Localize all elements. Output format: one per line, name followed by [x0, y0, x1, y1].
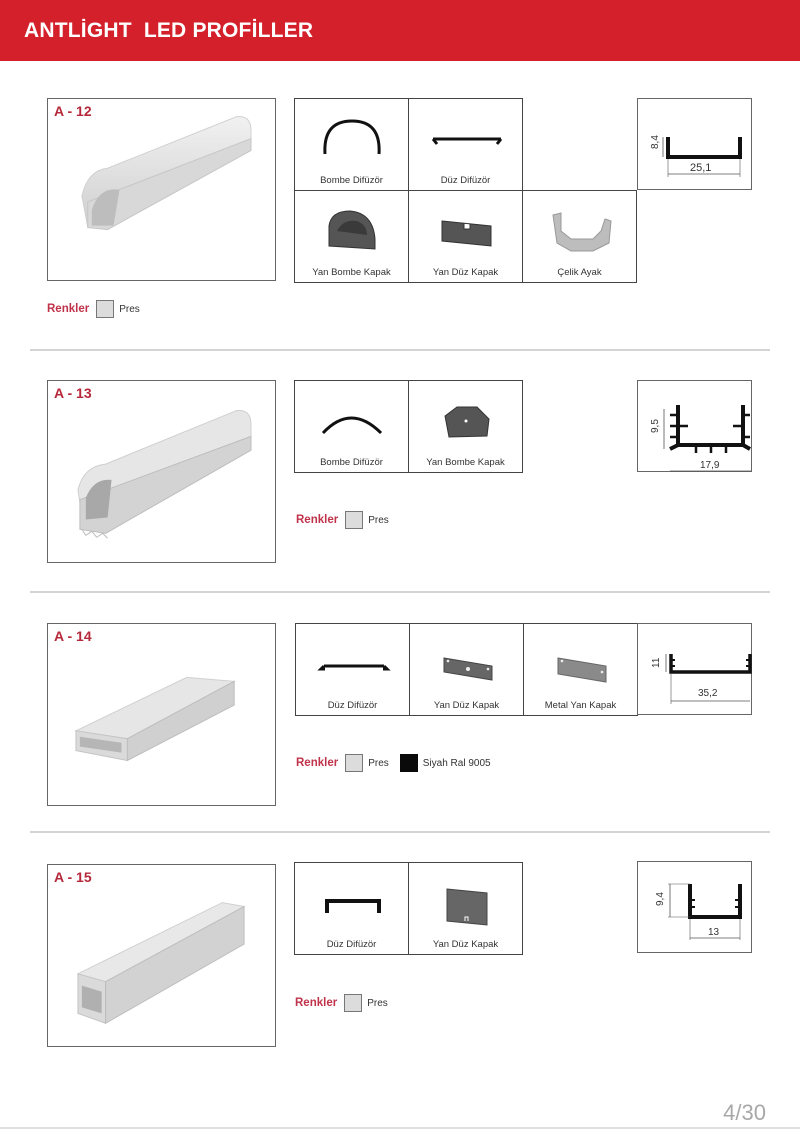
color-swatch-pres — [96, 300, 114, 318]
accessory-bombe-difuzor: Bombe Difüzör — [294, 380, 409, 473]
svg-text:35,2: 35,2 — [698, 688, 718, 699]
colors-label: Renkler — [296, 757, 339, 769]
dimension-drawing-a15 — [637, 861, 752, 953]
accessory-metal-yan-kapak: Metal Yan Kapak — [523, 623, 638, 716]
color-swatch-pres — [345, 754, 363, 772]
color-name: Siyah Ral 9005 — [422, 757, 491, 769]
colors-label: Renkler — [47, 303, 90, 315]
product-code: A - 13 — [54, 385, 92, 401]
svg-text:9,4: 9,4 — [655, 892, 666, 906]
accessory-yan-duz-kapak: Yan Düz Kapak — [408, 862, 523, 955]
accessory-duz-difuzor: Düz Difüzör — [294, 862, 409, 955]
accessory-yan-duz-kapak: Yan Düz Kapak — [408, 190, 523, 283]
color-name: Pres — [368, 757, 389, 769]
profile-render-icon — [48, 99, 275, 280]
svg-text:13: 13 — [708, 927, 720, 938]
colors-row-a14 — [296, 754, 497, 772]
dimension-drawing-a14 — [637, 623, 752, 715]
accessory-yan-duz-kapak: Yan Düz Kapak — [409, 623, 524, 716]
cross-section-diagram-icon — [638, 862, 753, 954]
svg-text:8,4: 8,4 — [650, 135, 661, 149]
section-divider — [30, 591, 770, 593]
accessory-celik-ayak: Çelik Ayak — [522, 190, 637, 283]
profile-render-icon — [48, 381, 275, 562]
cross-section-diagram-icon — [638, 624, 753, 716]
header-banner — [0, 0, 800, 61]
colors-row-a15 — [295, 994, 394, 1012]
color-swatch-pres — [345, 511, 363, 529]
color-name: Pres — [119, 303, 140, 315]
page-title: ANTLİGHT LED PROFİLLER — [24, 19, 314, 42]
accessory-bombe-difuzor: Bombe Difüzör — [294, 98, 409, 191]
colors-label: Renkler — [295, 997, 338, 1009]
accessory-yan-bombe-kapak: Yan Bombe Kapak — [408, 380, 523, 473]
colors-row-a12 — [47, 300, 146, 318]
svg-text:9,5: 9,5 — [650, 419, 661, 433]
cross-section-diagram-icon — [638, 99, 753, 191]
section-divider — [30, 831, 770, 833]
colors-label: Renkler — [296, 514, 339, 526]
product-image-a12 — [47, 98, 276, 281]
cross-section-diagram-icon — [638, 381, 753, 473]
color-swatch-black — [400, 754, 418, 772]
dimension-drawing-a13 — [637, 380, 752, 472]
accessory-duz-difuzor: Düz Difüzör — [295, 623, 410, 716]
product-code: A - 12 — [54, 103, 92, 119]
product-code: A - 15 — [54, 869, 92, 885]
svg-text:17,9: 17,9 — [700, 460, 720, 471]
page-number: 4/30 — [723, 1100, 766, 1125]
accessory-duz-difuzor: Düz Difüzör — [408, 98, 523, 191]
svg-text:11: 11 — [651, 657, 662, 668]
accessory-yan-bombe-kapak: Yan Bombe Kapak — [294, 190, 409, 283]
product-image-a13 — [47, 380, 276, 563]
product-image-a14 — [47, 623, 276, 806]
svg-text:25,1: 25,1 — [690, 162, 712, 174]
section-divider — [30, 349, 770, 351]
product-image-a15 — [47, 864, 276, 1047]
color-name: Pres — [367, 997, 388, 1009]
dimension-drawing-a12 — [637, 98, 752, 190]
color-name: Pres — [368, 514, 389, 526]
color-swatch-pres — [344, 994, 362, 1012]
profile-render-icon — [48, 624, 275, 805]
colors-row-a13 — [296, 511, 395, 529]
product-code: A - 14 — [54, 628, 92, 644]
profile-render-icon — [48, 865, 275, 1046]
footer-divider — [0, 1127, 800, 1129]
